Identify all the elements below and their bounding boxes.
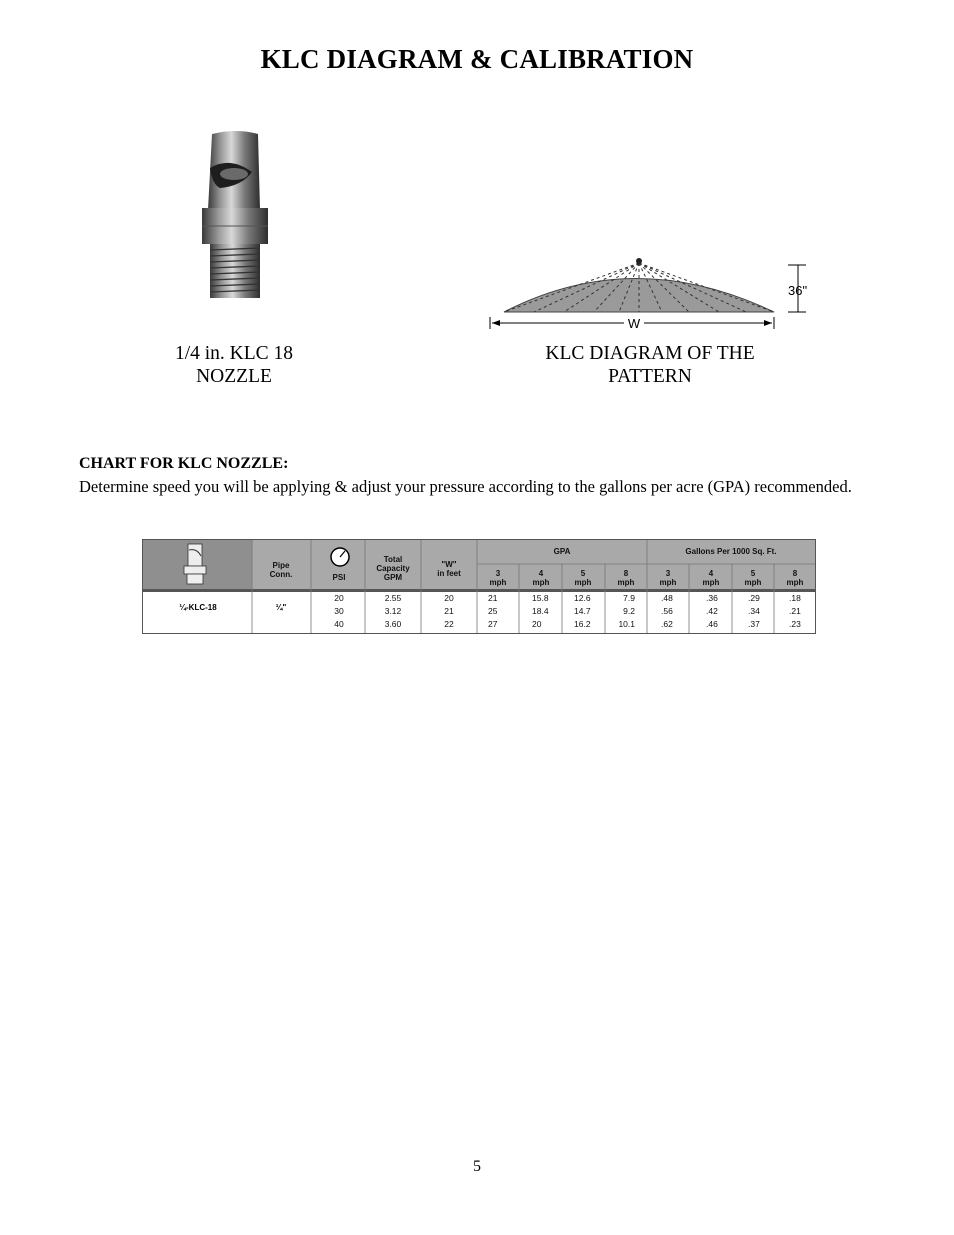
table-cell: 16.2 bbox=[574, 619, 591, 629]
hdr-gal-speed: 8 bbox=[792, 569, 798, 578]
table-cell: 3.12 bbox=[384, 606, 402, 616]
pattern-height-label: 36" bbox=[788, 283, 808, 298]
hdr-psi: PSI bbox=[332, 573, 346, 582]
hdr-gal1000-group: Gallons Per 1000 Sq. Ft. bbox=[685, 547, 777, 556]
hdr-pipe-2: Conn. bbox=[269, 570, 293, 579]
table-cell: .37 bbox=[748, 619, 760, 629]
table-cell: 21 bbox=[488, 593, 498, 603]
hdr-unit: mph bbox=[617, 578, 635, 587]
calibration-table bbox=[142, 539, 816, 634]
page-title: KLC DIAGRAM & CALIBRATION bbox=[260, 44, 694, 74]
hdr-unit: mph bbox=[532, 578, 550, 587]
pipe-size-cell: ¼" bbox=[275, 603, 287, 612]
table-cell: .62 bbox=[661, 619, 673, 629]
table-cell: 9.2 bbox=[623, 606, 635, 616]
page-number: 5 bbox=[473, 1158, 481, 1175]
hdr-unit: mph bbox=[786, 578, 804, 587]
hdr-gpa-speed: 4 bbox=[538, 569, 544, 578]
hdr-gpa-speed: 5 bbox=[580, 569, 586, 578]
table-cell: 27 bbox=[488, 619, 498, 629]
hdr-w-2: in feet bbox=[437, 569, 461, 578]
table-cell: 2.55 bbox=[384, 593, 402, 603]
table-cell: .18 bbox=[789, 593, 801, 603]
spray-pattern-diagram bbox=[484, 255, 814, 337]
pattern-caption-line1: KLC DIAGRAM OF THE bbox=[545, 343, 755, 364]
table-cell: 20 bbox=[444, 593, 454, 603]
hdr-cap-1: Total bbox=[383, 555, 403, 564]
table-cell: 30 bbox=[334, 606, 344, 616]
table-cell: .36 bbox=[706, 593, 718, 603]
table-cell: 40 bbox=[334, 619, 344, 629]
nozzle-caption-line1: 1/4 in. KLC 18 bbox=[174, 343, 294, 364]
hdr-pipe-1: Pipe bbox=[272, 561, 290, 570]
nozzle-caption bbox=[134, 342, 334, 388]
table-cell: .48 bbox=[661, 593, 673, 603]
table-cell: .29 bbox=[748, 593, 760, 603]
pattern-caption-line2: PATTERN bbox=[608, 366, 692, 387]
table-cell: 22 bbox=[444, 619, 454, 629]
table-row bbox=[334, 593, 801, 603]
table-cell: 25 bbox=[488, 606, 498, 616]
hdr-unit: mph bbox=[702, 578, 720, 587]
table-cell: .21 bbox=[789, 606, 801, 616]
chart-heading: CHART FOR KLC NOZZLE: bbox=[79, 455, 289, 472]
hdr-unit: mph bbox=[744, 578, 762, 587]
table-cell: 18.4 bbox=[532, 606, 549, 616]
hdr-gal-speed: 3 bbox=[665, 569, 671, 578]
hdr-gpa-group: GPA bbox=[553, 547, 571, 556]
hdr-gpa-speed: 8 bbox=[623, 569, 629, 578]
table-cell: 3.60 bbox=[384, 619, 402, 629]
table-cell: 14.7 bbox=[574, 606, 591, 616]
table-cell: .23 bbox=[789, 619, 801, 629]
pattern-caption bbox=[500, 342, 800, 388]
chart-instructions: Determine speed you will be applying & adjust your pressure according to the gallons per acre (GPA) recommended. bbox=[79, 477, 852, 496]
table-cell: .42 bbox=[706, 606, 718, 616]
hdr-cap-2: Capacity bbox=[376, 564, 410, 573]
table-cell: 20 bbox=[532, 619, 542, 629]
table-cell: .56 bbox=[661, 606, 673, 616]
nozzle-photo bbox=[190, 128, 282, 306]
table-rows bbox=[334, 593, 801, 629]
nozzle-name-cell: ¼-KLC-18 bbox=[179, 603, 217, 612]
table-cell: 20 bbox=[334, 593, 344, 603]
nozzle-caption-line2: NOZZLE bbox=[196, 366, 272, 387]
table-row bbox=[334, 606, 801, 616]
hdr-cap-3: GPM bbox=[383, 573, 403, 582]
table-cell: 10.1 bbox=[618, 619, 635, 629]
hdr-unit: mph bbox=[659, 578, 677, 587]
table-cell: 12.6 bbox=[574, 593, 591, 603]
table-cell: .46 bbox=[706, 619, 718, 629]
pattern-width-label: W bbox=[627, 316, 641, 331]
table-cell: 15.8 bbox=[532, 593, 549, 603]
table-cell: 7.9 bbox=[623, 593, 635, 603]
table-row bbox=[334, 619, 801, 629]
hdr-w-1: "W" bbox=[441, 560, 457, 569]
hdr-gal-speed: 4 bbox=[708, 569, 714, 578]
table-cell: .34 bbox=[748, 606, 760, 616]
hdr-gpa-speed: 3 bbox=[495, 569, 501, 578]
hdr-gal-speed: 5 bbox=[750, 569, 756, 578]
hdr-unit: mph bbox=[489, 578, 507, 587]
pressure-gauge-icon bbox=[331, 548, 349, 566]
table-cell: 21 bbox=[444, 606, 454, 616]
hdr-unit: mph bbox=[574, 578, 592, 587]
